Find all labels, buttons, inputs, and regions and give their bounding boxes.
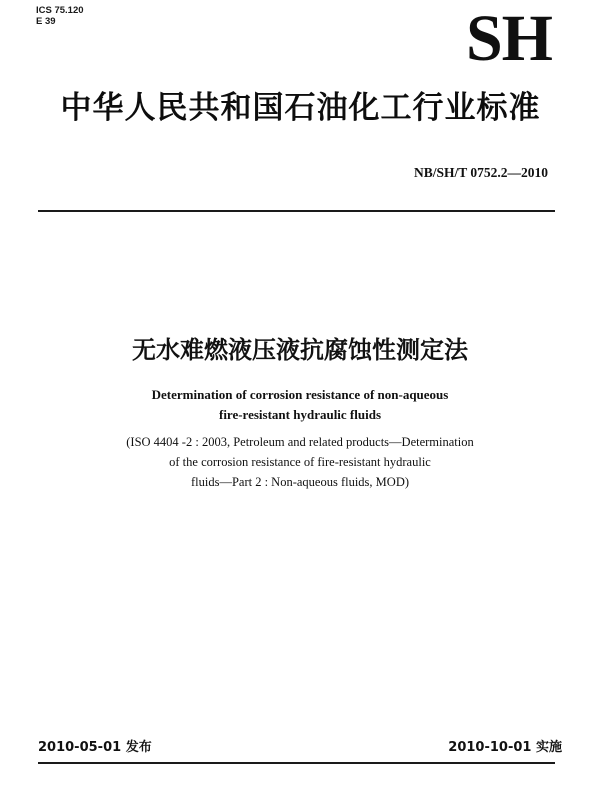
implementation-label: 实施 — [535, 740, 562, 755]
header-divider — [38, 210, 555, 212]
implementation-date-block — [448, 740, 562, 756]
implementation-date: 2010-10-01 — [448, 740, 532, 755]
document-title-chinese: 无水难燃液压液抗腐蚀性测定法 — [132, 336, 468, 364]
iso-reference — [0, 432, 600, 492]
issue-date: 2010-05-01 — [38, 740, 122, 755]
footer-divider — [38, 762, 555, 764]
english-title-line: fire-resistant hydraulic fluids — [218, 407, 382, 422]
standard-number: NB/SH/T 0752.2—2010 — [413, 165, 548, 180]
iso-reference-line: of the corrosion resistance of fire-resistant hydraulic — [169, 455, 431, 469]
document-title-english — [0, 385, 600, 425]
english-title-line: Determination of corrosion resistance of non-aqueous — [151, 387, 449, 402]
iso-reference-line: fluids—Part 2 : Non-aqueous fluids, MOD) — [190, 475, 410, 489]
iso-reference-line: (ISO 4404 -2 : 2003, Petroleum and related products—Determination — [126, 435, 474, 449]
classification-codes — [36, 5, 84, 27]
standard-category-title: 中华人民共和国石油化工行业标准 — [60, 90, 541, 126]
ccs-code: E 39 — [36, 16, 56, 27]
sh-logo: SH — [465, 2, 552, 75]
issue-label: 发布 — [125, 740, 152, 755]
ics-code: ICS 75.120 — [36, 5, 84, 16]
issue-date-block — [38, 740, 152, 756]
